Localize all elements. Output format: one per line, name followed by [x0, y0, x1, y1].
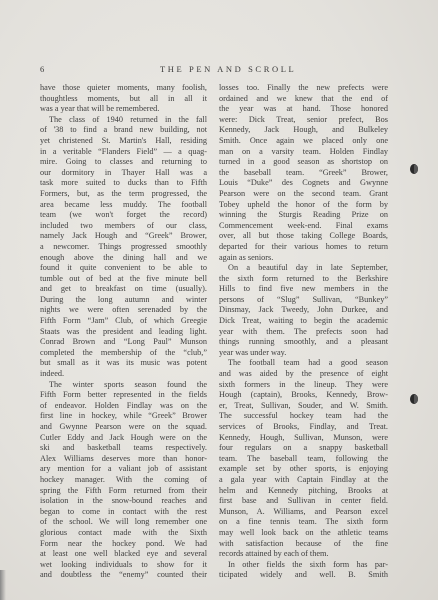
text-line: The winter sports season found the	[49, 379, 207, 389]
text-line: year with them. The prefects soon had	[219, 326, 388, 336]
text-line: at least one well blacked eye and several	[40, 549, 207, 559]
text-line: Form near the hockey pond. We had	[40, 538, 207, 548]
text-line: losses too. Finally the new prefects were	[219, 83, 388, 92]
text-line: enough above the dining hall and we	[40, 252, 207, 262]
text-line: sixth formers in the lineup. They were	[219, 379, 388, 389]
text-line: example set by other sports, is enjoying	[219, 464, 388, 474]
text-line: mire. Going to classes and returning to	[40, 157, 207, 167]
text-line: have those quieter moments, many foolish,	[40, 83, 207, 92]
text-line: the baseball team. “Greek” Brower,	[219, 167, 388, 177]
text-line: first base and Sullivan in center field.	[219, 496, 388, 506]
left-column	[40, 83, 207, 581]
text-line: indeed.	[40, 369, 65, 379]
text-line: departed for their various homes to return	[219, 241, 388, 251]
text-line: Kennedy, Hough, Sullivan, Munson, were	[219, 432, 388, 442]
text-line: first line in hockey, while “Greek” Brower	[40, 411, 207, 421]
text-line: four regulars on a snappy basketball	[219, 443, 388, 453]
text-line: spring the Fifth Form returned from their	[40, 485, 207, 495]
text-line: and Gwynne Pearson were on the squad.	[40, 422, 207, 431]
text-line: Pearson were on the second team. Grant	[219, 188, 388, 198]
text-line: Hills to find five new members in the	[219, 284, 388, 294]
text-line: glorious contact made with the Sixth	[40, 527, 207, 537]
text-line: persons of “Slug” Sullivan, “Bunkey”	[219, 294, 388, 304]
text-line: turned in a good season as shortstop on	[219, 157, 388, 167]
text-line: Dinsmay, Jack Tweedy, John Durkee, and	[219, 305, 388, 315]
text-line: Munson, A. Williams, and Pearson excel	[219, 506, 388, 516]
text-line: ski and basketball teams respectively.	[40, 443, 207, 453]
text-line: may well look back on the athletic teams	[219, 527, 388, 537]
text-line: in a veritable “Flanders Field” — a quag-	[40, 146, 207, 156]
text-line: namely Jack Hough and “Greek” Brower,	[40, 231, 207, 241]
text-line: isolation in the snow-bound reaches and	[40, 496, 207, 506]
text-line: Formers, but, as the term progressed, the	[40, 188, 207, 198]
text-line: Hough (captain), Brooks, Kennedy, Brow-	[219, 390, 388, 400]
text-line: year was under way.	[219, 347, 287, 357]
text-line: helm and Kennedy pitching, Brooks at	[219, 485, 388, 495]
text-line: During the long autumn and winter	[40, 294, 207, 304]
text-line: over, all but those taking College Boards,	[219, 231, 388, 241]
text-line: er, Treat, Sullivan, Souder, and W. Smith.	[219, 400, 388, 410]
text-line: found it quite convenient to be able to	[40, 263, 207, 273]
text-line: Dick Treat, waiting to begin the academic	[219, 316, 388, 326]
text-line: thoughtless moments, but all in all it	[40, 93, 207, 103]
text-line: man on a varsity team. Holden Findlay	[219, 146, 388, 156]
text-line: ordained and we knew that the end of	[219, 93, 388, 103]
text-line: were: Dick Treat, senior prefect, Bos	[219, 114, 388, 124]
text-line: The successful hockey team had the	[219, 411, 388, 421]
page-number: 6	[40, 64, 45, 74]
text-line: area became less muddy. The football	[40, 199, 207, 209]
text-line: and get to breakfast on time (usually).	[40, 284, 207, 294]
text-line: services of Brooks, Findlay, and Treat.	[219, 422, 388, 431]
page-edge-shadow	[0, 570, 6, 600]
text-line: task more suited to ducks than to Fifth	[40, 178, 207, 188]
text-line: and doubtless the “enemy” counted their	[40, 570, 207, 580]
binder-hole-top	[410, 164, 418, 174]
text-line: On a beautiful day in late September,	[228, 263, 388, 273]
text-line: Fifth Form better represented in the fields	[40, 390, 207, 400]
text-line: tumble out of bed at the five minute bell	[40, 273, 207, 283]
text-line: Louis “Duke” des Cognets and Gwynne	[219, 178, 388, 188]
text-line: ticipated widely and well. B. Smith	[219, 570, 388, 580]
text-line: team. The baseball team, following the	[219, 453, 388, 463]
text-line: of endeavor. Holden Findlay was on the	[40, 400, 207, 410]
text-line: Fifth Form “Jam” Club, of which Greegie	[40, 316, 207, 326]
text-line: Cutler Eddy and Jack Hough were on the	[40, 432, 207, 442]
text-line: a gala year with Captain Findlay at the	[219, 474, 388, 484]
text-line: the year was at hand. Those honored	[219, 104, 388, 114]
text-line: of '38 to find a brand new building, not	[40, 125, 207, 135]
text-line: but small as it was its music was potent	[40, 358, 207, 368]
text-line: Kennedy, Jack Hough, and Bulkeley	[219, 125, 388, 135]
text-line: our dormitory in Thayer Hall was a	[40, 167, 207, 177]
text-line: Smith. Once again we placed only one	[219, 135, 388, 145]
text-line: The football team had a good season	[228, 358, 388, 368]
right-column	[219, 83, 388, 581]
text-line: Tobey upheld the honor of the form by	[219, 199, 388, 209]
text-line: The class of 1940 returned in the fall	[49, 114, 207, 124]
text-line: team (we won't forget the record)	[40, 210, 207, 220]
text-line: a newcomer. Things progressed smoothly	[40, 241, 207, 251]
text-line: hockey manager. With the coming of	[40, 474, 207, 484]
text-line: wet looking individuals to show for it	[40, 559, 207, 569]
page-header	[0, 64, 438, 76]
text-line: things running smoothly, and a pleasant	[219, 337, 388, 347]
text-line: began to come in contact with the rest	[40, 506, 207, 516]
text-line: Conrad Brown and “Long Paul” Munson	[40, 337, 207, 347]
text-line: records attained by each of them.	[219, 549, 329, 559]
text-line: winning the Sturgis Reading Prize on	[219, 210, 388, 220]
text-line: nights we were often serenaded by the	[40, 305, 207, 315]
text-line: Commencement week-end. Final exams	[219, 220, 388, 230]
running-head-title: THE PEN AND SCROLL	[160, 64, 297, 74]
text-line: In other fields the sixth form has par-	[228, 559, 388, 569]
text-line: of the school. We will long remember one	[40, 517, 207, 527]
text-line: ary mention for a valiant job of assistant	[40, 464, 207, 474]
text-line: yet christened St. Martin's Hall, residing	[40, 135, 207, 145]
text-line: and was aided by the presence of eight	[219, 369, 388, 379]
text-line: with satisfaction because of the fine	[219, 538, 388, 548]
text-line: included two members of our class,	[40, 220, 207, 230]
text-line: Staats was the president and leading light.	[40, 326, 207, 336]
text-line: Alex Williams deserves more than honor-	[40, 453, 207, 463]
text-line: the sixth form returned to the Berkshire	[219, 273, 388, 283]
text-line: again as seniors.	[219, 252, 274, 262]
text-line: was a year that will be remembered.	[40, 104, 160, 114]
binder-hole-bottom	[410, 394, 418, 404]
text-line: on a fine tennis team. The sixth form	[219, 517, 388, 527]
text-line: completed the membership of the “club,”	[40, 347, 207, 357]
